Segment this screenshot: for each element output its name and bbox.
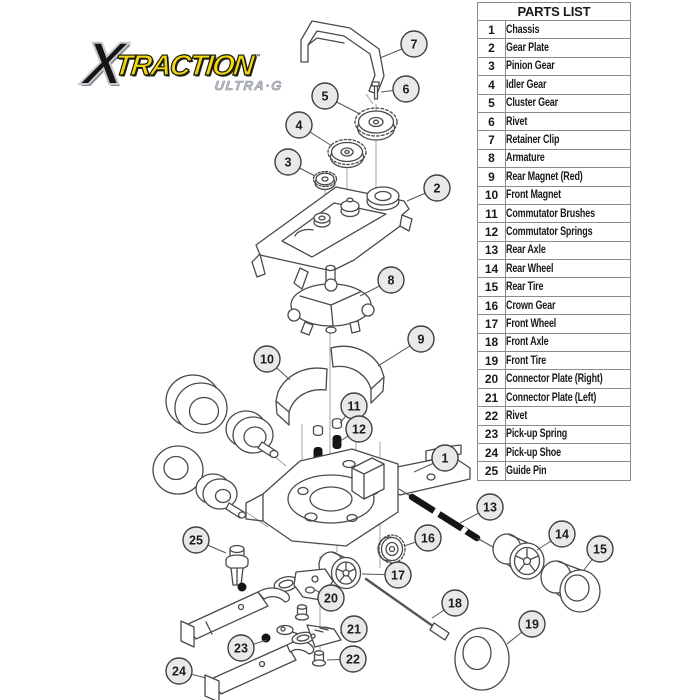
part-name-cell: Rivet bbox=[506, 112, 631, 130]
part-number-cell: 2 bbox=[478, 39, 506, 57]
callout-number: 18 bbox=[448, 596, 462, 611]
logo-trademark: ™ bbox=[253, 54, 261, 62]
part-number-cell: 5 bbox=[478, 94, 506, 112]
part-number-cell: 23 bbox=[478, 425, 506, 443]
part-name-cell: Idler Gear bbox=[506, 76, 631, 94]
part-number-cell: 25 bbox=[478, 462, 506, 480]
callout-16 bbox=[404, 525, 441, 551]
callout-24 bbox=[166, 658, 206, 684]
callout-19 bbox=[507, 611, 545, 644]
part-name-cell: Rear Wheel bbox=[506, 260, 631, 278]
parts-list-title: PARTS LIST bbox=[478, 3, 631, 21]
callout-number: 2 bbox=[433, 181, 441, 196]
part-name-cell: Pick-up Spring bbox=[506, 425, 631, 443]
callout-number: 21 bbox=[347, 622, 361, 637]
part-number-cell: 6 bbox=[478, 112, 506, 130]
part-name-cell: Rear Axle bbox=[506, 241, 631, 259]
front-axle-part bbox=[366, 579, 449, 640]
part-number-cell: 1 bbox=[478, 21, 506, 39]
cluster-gear-part bbox=[355, 108, 397, 140]
part-number-cell: 10 bbox=[478, 186, 506, 204]
part-number-cell: 12 bbox=[478, 223, 506, 241]
callout-25 bbox=[183, 527, 226, 553]
part-number-cell: 9 bbox=[478, 168, 506, 186]
part-number-cell: 15 bbox=[478, 278, 506, 296]
callout-17 bbox=[362, 562, 411, 588]
callout-number: 3 bbox=[284, 155, 292, 170]
part-name-cell: Gear Plate bbox=[506, 39, 631, 57]
rivet-bottom-part bbox=[313, 651, 326, 666]
callout-2 bbox=[407, 175, 450, 201]
part-number-cell: 20 bbox=[478, 370, 506, 388]
callout-6 bbox=[381, 76, 419, 102]
rear-wheel-part bbox=[493, 534, 544, 579]
callout-9 bbox=[378, 326, 434, 366]
part-number-cell: 11 bbox=[478, 204, 506, 222]
callout-number: 17 bbox=[391, 568, 405, 583]
callout-12 bbox=[342, 416, 372, 442]
rear-tire-part bbox=[541, 561, 600, 612]
logo-x-letter: X bbox=[80, 30, 128, 97]
part-name-cell: Rear Tire bbox=[506, 278, 631, 296]
part-name-cell: Chassis bbox=[506, 21, 631, 39]
crown-gear-part bbox=[378, 535, 405, 563]
callout-14 bbox=[537, 521, 575, 550]
commutator-brushes-part bbox=[314, 419, 342, 436]
part-number-cell: 8 bbox=[478, 149, 506, 167]
callout-number: 12 bbox=[352, 422, 366, 437]
part-name-cell: Commutator Brushes bbox=[506, 204, 631, 222]
part-number-cell: 3 bbox=[478, 57, 506, 75]
part-name-cell: Front Axle bbox=[506, 333, 631, 351]
callout-number: 23 bbox=[234, 641, 248, 656]
callout-number: 15 bbox=[593, 542, 607, 557]
part-name-cell: Retainer Clip bbox=[506, 131, 631, 149]
part-name-cell: Front Tire bbox=[506, 352, 631, 370]
callout-7 bbox=[380, 31, 427, 58]
callout-15 bbox=[584, 536, 613, 570]
part-number-cell: 16 bbox=[478, 296, 506, 314]
guide-pin-part bbox=[226, 546, 248, 586]
part-number-cell: 19 bbox=[478, 352, 506, 370]
part-number-cell: 17 bbox=[478, 315, 506, 333]
callout-number: 20 bbox=[324, 591, 338, 606]
callout-number: 5 bbox=[321, 89, 329, 104]
callout-3 bbox=[275, 149, 315, 176]
callout-number: 4 bbox=[295, 118, 303, 133]
part-name-cell: Front Wheel bbox=[506, 315, 631, 333]
callout-number: 24 bbox=[172, 664, 186, 679]
callout-number: 25 bbox=[189, 533, 203, 548]
part-number-cell: 14 bbox=[478, 260, 506, 278]
callout-18 bbox=[432, 590, 468, 618]
part-name-cell: Crown Gear bbox=[506, 296, 631, 314]
callout-8 bbox=[360, 267, 404, 296]
callout-number: 13 bbox=[483, 500, 497, 515]
part-number-cell: 13 bbox=[478, 241, 506, 259]
part-number-cell: 4 bbox=[478, 76, 506, 94]
front-magnet-part bbox=[276, 368, 327, 425]
callout-4 bbox=[286, 112, 332, 146]
part-number-cell: 24 bbox=[478, 443, 506, 461]
part-number-cell: 7 bbox=[478, 131, 506, 149]
part-number-cell: 21 bbox=[478, 388, 506, 406]
callout-number: 19 bbox=[525, 617, 539, 632]
callout-21 bbox=[340, 616, 367, 642]
callout-number: 8 bbox=[387, 273, 395, 288]
part-name-cell: Cluster Gear bbox=[506, 94, 631, 112]
part-number-cell: 18 bbox=[478, 333, 506, 351]
callout-number: 10 bbox=[260, 352, 274, 367]
part-name-cell: Connector Plate (Left) bbox=[506, 388, 631, 406]
pinion-gear-part bbox=[314, 172, 337, 190]
callout-number: 1 bbox=[441, 451, 449, 466]
part-number-cell: 22 bbox=[478, 407, 506, 425]
pickup-spring-part bbox=[238, 583, 247, 592]
part-name-cell: Rivet bbox=[506, 407, 631, 425]
callout-22 bbox=[327, 646, 366, 672]
part-name-cell: Armature bbox=[506, 149, 631, 167]
callout-10 bbox=[254, 346, 290, 380]
callout-number: 9 bbox=[417, 332, 425, 347]
part-name-cell: Connector Plate (Right) bbox=[506, 370, 631, 388]
front-tire-part bbox=[455, 628, 509, 690]
callout-5 bbox=[312, 83, 360, 114]
part-name-cell: Pinion Gear bbox=[506, 57, 631, 75]
idler-gear-part bbox=[328, 140, 366, 168]
callout-number: 22 bbox=[346, 652, 360, 667]
part-name-cell: Commutator Springs bbox=[506, 223, 631, 241]
callout-number: 6 bbox=[402, 82, 410, 97]
part-name-cell: Guide Pin bbox=[506, 462, 631, 480]
part-name-cell: Pick-up Shoe bbox=[506, 443, 631, 461]
logo-ultra-g-text: ULTRA·G bbox=[213, 78, 284, 94]
part-name-cell: Rear Magnet (Red) bbox=[506, 168, 631, 186]
callout-number: 14 bbox=[555, 527, 569, 542]
callout-number: 11 bbox=[347, 399, 361, 414]
callout-13 bbox=[460, 494, 503, 523]
part-name-cell: Front Magnet bbox=[506, 186, 631, 204]
callout-number: 16 bbox=[421, 531, 435, 546]
logo-traction-text: TRACTION bbox=[113, 50, 255, 83]
callout-number: 7 bbox=[410, 37, 418, 52]
